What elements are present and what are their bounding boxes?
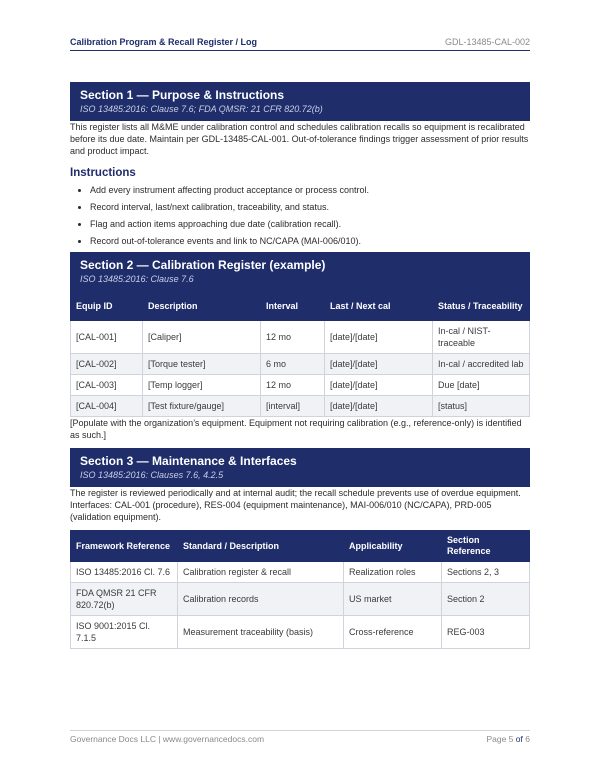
table-cell: [Temp logger] — [143, 375, 261, 396]
table-header-row — [71, 531, 530, 562]
column-header: Description — [143, 292, 261, 321]
page-number — [486, 734, 530, 744]
table-cell: [CAL-004] — [71, 396, 143, 417]
section-1-subtitle: ISO 13485:2016: Clause 7.6; FDA QMSR: 21 CFR 820.72(b) — [80, 104, 323, 114]
column-header: Applicability — [344, 531, 442, 562]
column-header: Section Reference — [442, 531, 530, 562]
table-cell: Section 2 — [442, 583, 530, 616]
instruction-item: • Record interval, last/next calibration, traceability, and status. — [90, 201, 530, 213]
table-cell: [date]/[date] — [325, 321, 433, 354]
table-row — [71, 562, 530, 583]
instructions-heading: Instructions — [70, 167, 136, 179]
table-cell: ISO 13485:2016 Cl. 7.6 — [71, 562, 178, 583]
instructions-list — [70, 184, 530, 247]
table-row — [71, 375, 530, 396]
section-3-title: Section 3 — Maintenance & Interfaces — [80, 454, 297, 468]
page-label: Page 5 — [486, 734, 514, 744]
section-2-note: [Populate with the organization’s equipment. Equipment not requiring calibration (e.g., reference-only) is identified as such.] — [70, 418, 522, 440]
table-cell: In-cal / accredited lab — [433, 354, 530, 375]
table-cell: [date]/[date] — [325, 396, 433, 417]
table-cell: [Test fixture/gauge] — [143, 396, 261, 417]
section-1-body: This register lists all M&ME under calibration control and schedules calibration recalls so equipment is recalibrated before its due date. Maintain per GDL-13485-CAL-001. Out-of-tolerance findings trigger assessment of prior results and product impact. — [70, 122, 529, 156]
table-cell: Sections 2, 3 — [442, 562, 530, 583]
page-content — [70, 82, 530, 649]
table-row — [71, 616, 530, 649]
table-cell: Calibration records — [178, 583, 344, 616]
column-header: Status / Traceability — [433, 292, 530, 321]
section-1-banner — [70, 82, 530, 121]
table-cell: [date]/[date] — [325, 375, 433, 396]
section-3-body: The register is reviewed periodically and at internal audit; the recall schedule prevents use of overdue equipment. Interfaces: CAL-001 (procedure), RES-004 (equipment maintenance), MAI-006/010 (NC/CAPA), PRD-005 (validation equipment). — [70, 488, 521, 522]
table-cell: In-cal / NIST-traceable — [433, 321, 530, 354]
section-2-banner — [70, 252, 530, 291]
table-row — [71, 321, 530, 354]
table-cell: [date]/[date] — [325, 354, 433, 375]
table-cell: Cross-reference — [344, 616, 442, 649]
table-cell: ISO 9001:2015 Cl. 7.1.5 — [71, 616, 178, 649]
calibration-register-table — [70, 291, 530, 417]
page-total: 6 — [525, 734, 530, 744]
table-cell: 12 mo — [261, 375, 325, 396]
table-cell: Realization roles — [344, 562, 442, 583]
table-cell: REG-003 — [442, 616, 530, 649]
page-footer — [70, 730, 530, 744]
table-cell: [interval] — [261, 396, 325, 417]
section-2-title: Section 2 — Calibration Register (example) — [80, 258, 326, 272]
table-cell: [CAL-002] — [71, 354, 143, 375]
table-cell: Due [date] — [433, 375, 530, 396]
table-row — [71, 354, 530, 375]
page-of-label: of — [515, 734, 523, 744]
footer-company: Governance Docs LLC | www.governancedocs.com — [70, 734, 265, 744]
table-header-row — [71, 292, 530, 321]
section-1-title: Section 1 — Purpose & Instructions — [80, 88, 285, 102]
table-cell: [Caliper] — [143, 321, 261, 354]
table-cell: [Torque tester] — [143, 354, 261, 375]
table-cell: Measurement traceability (basis) — [178, 616, 344, 649]
table-cell: 6 mo — [261, 354, 325, 375]
column-header: Interval — [261, 292, 325, 321]
column-header: Standard / Description — [178, 531, 344, 562]
framework-reference-table — [70, 530, 530, 649]
column-header: Equip ID — [71, 292, 143, 321]
section-3-subtitle: ISO 13485:2016: Clauses 7.6, 4.2.5 — [80, 470, 224, 480]
table-cell: [status] — [433, 396, 530, 417]
table-cell: [CAL-003] — [71, 375, 143, 396]
section-3-banner — [70, 448, 530, 487]
column-header: Framework Reference — [71, 531, 178, 562]
table-cell: FDA QMSR 21 CFR 820.72(b) — [71, 583, 178, 616]
instruction-item: • Record out-of-tolerance events and link to NC/CAPA (MAI-006/010). — [90, 235, 530, 247]
document-title: Calibration Program & Recall Register / Log — [70, 37, 258, 47]
document-id: GDL-13485-CAL-002 — [444, 37, 530, 47]
table-cell: Calibration register & recall — [178, 562, 344, 583]
page-header — [70, 33, 530, 51]
column-header: Last / Next cal — [325, 292, 433, 321]
table-cell: 12 mo — [261, 321, 325, 354]
instruction-item: • Flag and action items approaching due date (calibration recall). — [90, 218, 530, 230]
instruction-item: • Add every instrument affecting product acceptance or process control. — [90, 184, 530, 196]
table-row — [71, 583, 530, 616]
table-row — [71, 396, 530, 417]
section-2-subtitle: ISO 13485:2016: Clause 7.6 — [80, 274, 194, 284]
table-cell: US market — [344, 583, 442, 616]
table-cell: [CAL-001] — [71, 321, 143, 354]
